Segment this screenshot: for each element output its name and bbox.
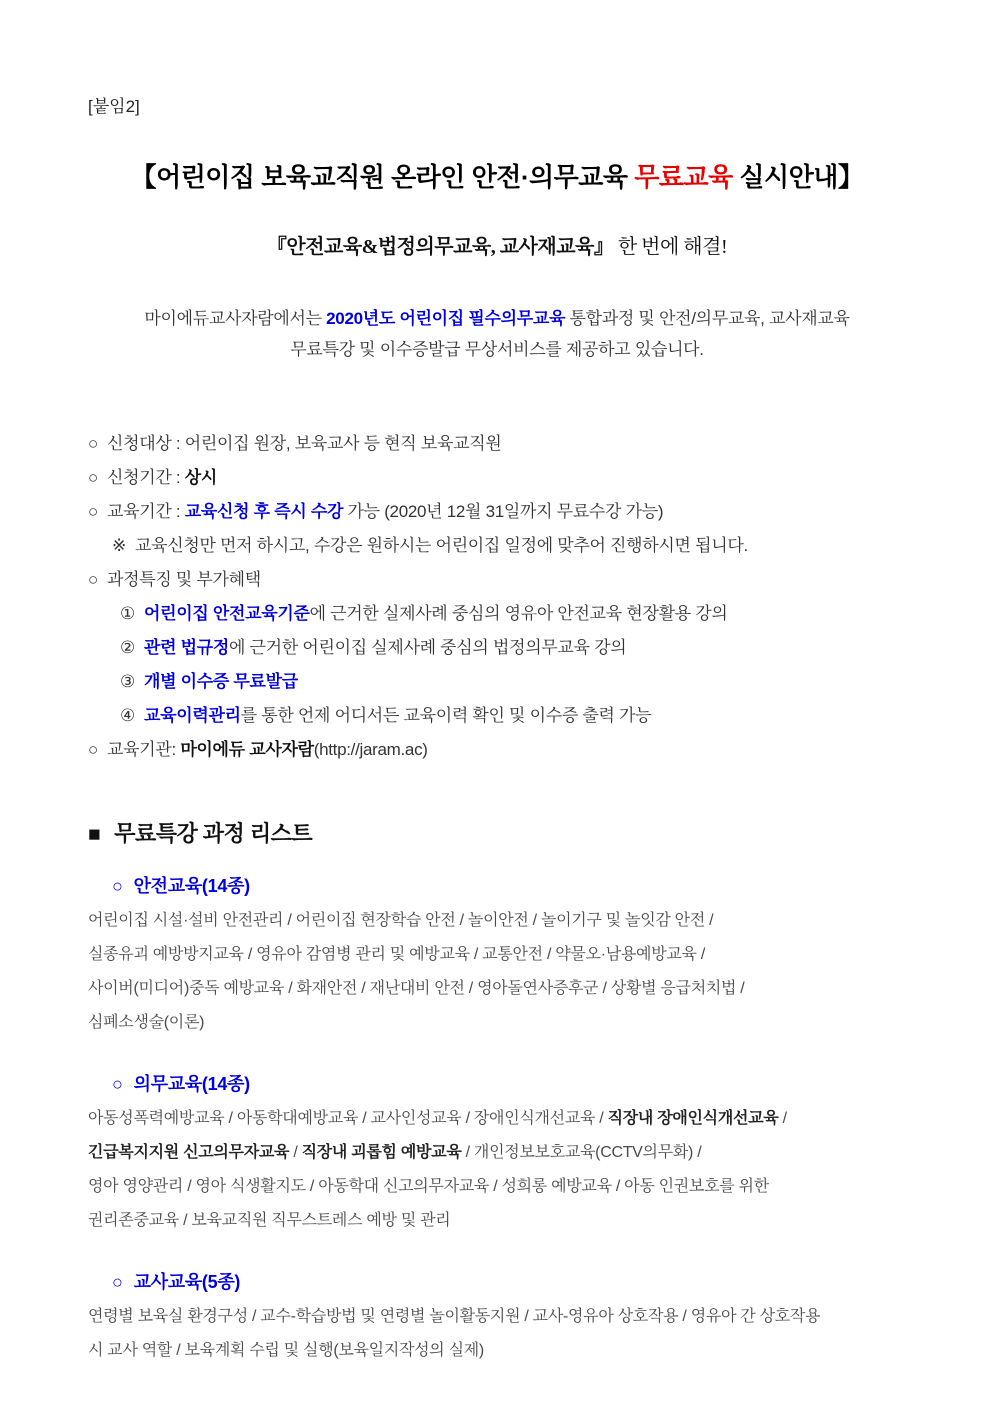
group-title-text: 교사교육(5종): [133, 1272, 241, 1292]
bullet-text: [107, 570, 261, 589]
text-segment: 교육신청만 먼저 하시고, 수강은 원하시는 어린이집 일정에 맞추어 진행하시면 됩니다.: [134, 536, 748, 555]
circle-bullet-icon: ○: [88, 468, 98, 487]
circle-bullet-icon: ○: [88, 434, 98, 453]
course-line: [88, 1204, 906, 1238]
course-group-safety: [88, 872, 906, 1040]
text-segment: 교육신청 후 즉시 수강: [184, 502, 344, 521]
text-segment: 과정특징 및 부가혜택: [106, 570, 261, 589]
course-line: 실종유괴 예방방지교육 / 영유아 감염병 관리 및 예방교육 / 교통안전 / 약물오·남용예방교육 /: [88, 946, 705, 963]
group-title: [112, 1268, 906, 1294]
group-title-text: 의무교육(14종): [133, 1074, 250, 1094]
section-header-text: 무료특강 과정 리스트: [114, 821, 313, 846]
course-line: 연령별 보육실 환경구성 / 교수-학습방법 및 연령별 놀이활동지원 / 교사-영유아 상호작용 / 영유아 간 상호작용: [88, 1308, 821, 1325]
text-segment: /: [778, 1110, 787, 1127]
intro-line: [88, 334, 906, 365]
intro-line: [88, 303, 906, 334]
attachment-label: [붙임2]: [88, 97, 140, 116]
info-bullet-list: [88, 427, 906, 767]
course-line: 심폐소생술(이론): [88, 1014, 205, 1031]
course-list: [88, 1300, 906, 1368]
text-segment: 신청대상 : 어린이집 원장, 보육교사 등 현직 보육교직원: [106, 434, 502, 453]
course-line: 시 교사 역할 / 보육계획 수립 및 실행(보육일지작성의 실제): [88, 1342, 484, 1359]
text-segment: 교육기간 :: [106, 502, 185, 521]
text-segment: 교육기관:: [106, 740, 181, 759]
subtitle-quote: 『안전교육&법정의무교육, 교사재교육』: [266, 236, 614, 258]
course-line: 어린이집 시설·설비 안전관리 / 어린이집 현장학습 안전 / 놀이안전 / 놀이기구 및 놀잇감 안전 /: [88, 912, 714, 929]
numbered-item: [88, 665, 906, 699]
text-segment: 통합과정 및 안전/의무교육, 교사재교육: [565, 309, 850, 328]
text-segment: 직장내 괴롭힘 예방교육: [301, 1144, 462, 1161]
number-3-icon: ③: [120, 672, 135, 691]
text-segment: 신청기간 :: [106, 468, 185, 487]
course-line: 사이버(미디어)중독 예방교육 / 화재안전 / 재난대비 안전 / 영아돌연사증후군 / 상황별 응급처치법 /: [88, 980, 745, 997]
group-title: [112, 872, 906, 898]
circle-bullet-icon: ○: [112, 1074, 123, 1094]
group-title: [112, 1070, 906, 1096]
bullet-text: [144, 638, 626, 657]
circle-bullet-icon: ○: [112, 876, 123, 896]
text-segment: 개별 이수증 무료발급: [143, 672, 298, 691]
text-segment: 마이에듀 교사자람: [180, 740, 314, 759]
bullet-item: [88, 563, 906, 597]
text-segment: 2020년도 어린이집 필수의무교육: [326, 309, 566, 328]
numbered-item: [88, 597, 906, 631]
text-segment: / 개인정보보호교육(CCTV의무화) /: [461, 1144, 702, 1161]
text-segment: 에 근거한 어린이집 실제사례 중심의 법정의무교육 강의: [229, 638, 627, 657]
text-segment: 무료특강 및 이수증발급 무상서비스를 제공하고 있습니다.: [290, 340, 704, 359]
title-highlight: 무료교육: [634, 162, 733, 192]
text-segment: (http://jaram.ac): [313, 740, 428, 759]
text-segment: 아동성폭력예방교육 / 아동학대예방교육 / 교사인성교육 / 장애인식개선교육 /: [88, 1110, 608, 1127]
bullet-text: [107, 468, 217, 487]
page-title: [88, 157, 906, 194]
text-segment: 마이에듀교사자람에서는: [144, 309, 327, 328]
reference-mark-icon: ※: [112, 536, 126, 555]
course-list: [88, 904, 906, 1040]
circle-bullet-icon: ○: [112, 1272, 123, 1292]
circle-bullet-icon: ○: [88, 502, 98, 521]
circle-bullet-icon: ○: [88, 740, 98, 759]
text-segment: 에 근거한 실제사례 중심의 영유아 안전교육 현장활용 강의: [309, 604, 728, 623]
bullet-text: [144, 604, 728, 623]
page-subtitle: [88, 230, 906, 259]
group-title-text: 안전교육(14종): [133, 876, 250, 896]
bullet-item: [88, 461, 906, 495]
text-segment: 어린이집 안전교육기준: [143, 604, 310, 623]
bullet-note: [88, 529, 906, 563]
bullet-text: [107, 502, 663, 521]
course-line: [88, 1102, 906, 1136]
bullet-text: [144, 672, 298, 691]
bullet-text: [135, 536, 748, 555]
text-segment: 긴급복지지원 신고의무자교육: [88, 1144, 290, 1161]
title-post: 실시안내】: [732, 162, 864, 192]
intro-paragraph: [88, 303, 906, 365]
text-segment: 권리존중교육 / 보육교직원 직무스트레스 예방 및 관리: [88, 1212, 451, 1229]
title-pre: 【어린이집 보육교직원 온라인 안전·의무교육: [130, 162, 635, 192]
text-segment: 영아 영양관리 / 영아 식생활지도 / 아동학대 신고의무자교육 / 성희롱 예방교육 / 아동 인권보호를 위한: [88, 1178, 769, 1195]
square-bullet-icon: ■: [88, 823, 101, 846]
numbered-item: [88, 699, 906, 733]
subtitle-rest: 한 번에 해결!: [613, 236, 728, 258]
course-line: [88, 1136, 906, 1170]
bullet-item: [88, 495, 906, 529]
bullet-item: [88, 427, 906, 461]
course-group-teacher: [88, 1268, 906, 1368]
bullet-item: [88, 733, 906, 767]
course-group-mandatory: [88, 1070, 906, 1238]
number-1-icon: ①: [120, 604, 135, 623]
text-segment: 가능 (2020년 12월 31일까지 무료수강 가능): [343, 502, 664, 521]
course-list: [88, 1102, 906, 1238]
number-2-icon: ②: [120, 638, 135, 657]
text-segment: 관련 법규정: [143, 638, 229, 657]
text-segment: /: [289, 1144, 302, 1161]
text-segment: 직장내 장애인식개선교육: [607, 1110, 779, 1127]
course-line: [88, 1170, 906, 1204]
text-segment: 상시: [184, 468, 217, 487]
text-segment: 교육이력관리: [143, 706, 241, 725]
bullet-text: [144, 706, 651, 725]
text-segment: 를 통한 언제 어디서든 교육이력 확인 및 이수증 출력 가능: [240, 706, 652, 725]
section-header: [88, 817, 906, 848]
numbered-item: [88, 631, 906, 665]
circle-bullet-icon: ○: [88, 570, 98, 589]
bullet-text: [107, 434, 502, 453]
bullet-text: [107, 740, 428, 759]
number-4-icon: ④: [120, 706, 135, 725]
